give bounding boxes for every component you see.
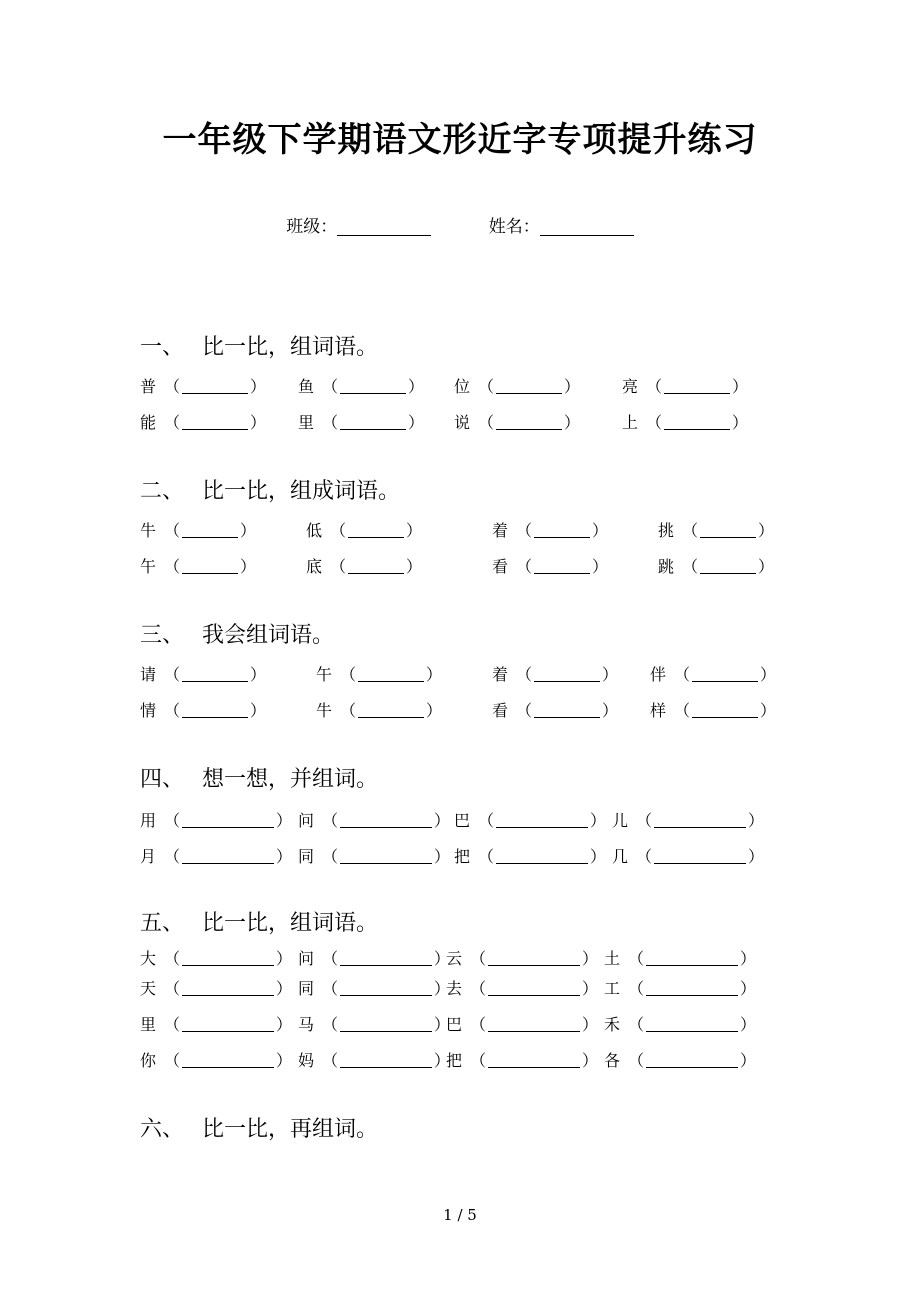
answer-blank[interactable] <box>496 415 562 430</box>
open-paren: （ <box>164 413 181 432</box>
character: 几 <box>612 847 629 866</box>
answer-blank[interactable] <box>340 813 432 828</box>
character: 请 <box>140 665 157 684</box>
answer-blank[interactable] <box>488 1053 580 1068</box>
close-paren: ） <box>250 413 267 432</box>
answer-blank[interactable] <box>182 1053 274 1068</box>
section-instruction: 比一比，组词语。 <box>202 911 379 936</box>
answer-blank[interactable] <box>664 379 730 394</box>
word-item <box>454 844 606 867</box>
word-item <box>298 808 450 831</box>
answer-blank[interactable] <box>348 559 404 574</box>
section-instruction: 想一想，并组词。 <box>202 767 379 792</box>
open-paren: （ <box>322 811 339 830</box>
answer-blank[interactable] <box>182 415 248 430</box>
close-paren: ） <box>434 949 451 968</box>
answer-blank[interactable] <box>182 703 248 718</box>
section-heading <box>140 762 378 793</box>
character: 能 <box>140 413 157 432</box>
close-paren: ） <box>426 701 443 720</box>
open-paren: （ <box>322 1051 339 1070</box>
answer-blank[interactable] <box>340 981 432 996</box>
open-paren: （ <box>674 701 691 720</box>
character: 你 <box>140 1051 157 1070</box>
character: 看 <box>492 701 509 720</box>
section-heading <box>140 618 334 649</box>
open-paren: （ <box>628 979 645 998</box>
word-item <box>604 976 756 999</box>
character: 儿 <box>612 811 629 830</box>
page-title: 一年级下学期语文形近字专项提升练习 <box>162 120 758 160</box>
word-item <box>604 946 756 969</box>
open-paren: （ <box>164 1051 181 1070</box>
answer-blank[interactable] <box>646 951 738 966</box>
open-paren: （ <box>478 377 495 396</box>
answer-blank[interactable] <box>182 849 274 864</box>
character: 挑 <box>658 521 675 540</box>
character: 低 <box>306 521 323 540</box>
close-paren: ） <box>582 1015 599 1034</box>
character: 大 <box>140 949 157 968</box>
section-instruction: 我会组词语。 <box>202 623 335 648</box>
character: 着 <box>492 521 509 540</box>
open-paren: （ <box>322 413 339 432</box>
character: 妈 <box>298 1051 315 1070</box>
close-paren: ） <box>276 847 293 866</box>
answer-blank[interactable] <box>646 1053 738 1068</box>
word-item <box>298 1048 450 1071</box>
answer-blank[interactable] <box>496 813 588 828</box>
character: 去 <box>446 979 463 998</box>
section-number: 一、 <box>140 335 185 360</box>
close-paren: ） <box>592 521 609 540</box>
answer-blank[interactable] <box>646 1017 738 1032</box>
open-paren: （ <box>646 413 663 432</box>
close-paren: ） <box>250 665 267 684</box>
close-paren: ） <box>240 557 257 576</box>
open-paren: （ <box>164 949 181 968</box>
open-paren: （ <box>322 377 339 396</box>
answer-blank[interactable] <box>340 415 406 430</box>
character: 月 <box>140 847 157 866</box>
page-number: 1 / 5 <box>443 1206 477 1224</box>
answer-blank[interactable] <box>182 523 238 538</box>
close-paren: ） <box>582 1051 599 1070</box>
word-item <box>650 662 776 685</box>
open-paren: （ <box>164 1015 181 1034</box>
section-instruction: 比一比，组词语。 <box>202 335 379 360</box>
answer-blank[interactable] <box>348 523 404 538</box>
character: 底 <box>306 557 323 576</box>
word-item <box>446 1048 598 1071</box>
close-paren: ） <box>582 979 599 998</box>
word-item <box>140 1048 292 1071</box>
character: 同 <box>298 979 315 998</box>
answer-blank[interactable] <box>340 849 432 864</box>
answer-blank[interactable] <box>182 1017 274 1032</box>
close-paren: ） <box>748 811 765 830</box>
character: 情 <box>140 701 157 720</box>
character: 各 <box>604 1051 621 1070</box>
student-info <box>0 212 920 237</box>
close-paren: ） <box>602 701 619 720</box>
section-heading <box>140 330 378 361</box>
answer-blank[interactable] <box>654 813 746 828</box>
open-paren: （ <box>340 701 357 720</box>
word-item <box>140 374 266 397</box>
open-paren: （ <box>646 377 663 396</box>
open-paren: （ <box>470 1051 487 1070</box>
character: 亮 <box>622 377 639 396</box>
section-instruction: 比一比，组成词语。 <box>202 479 401 504</box>
word-item <box>306 554 422 577</box>
close-paren: ） <box>590 847 607 866</box>
open-paren: （ <box>322 949 339 968</box>
answer-blank[interactable] <box>358 703 424 718</box>
word-item <box>140 518 256 541</box>
close-paren: ） <box>408 377 425 396</box>
word-item <box>622 374 748 397</box>
answer-blank[interactable] <box>646 981 738 996</box>
close-paren: ） <box>276 949 293 968</box>
section-number: 五、 <box>140 911 185 936</box>
answer-blank[interactable] <box>358 667 424 682</box>
close-paren: ） <box>434 979 451 998</box>
answer-blank[interactable] <box>182 559 238 574</box>
close-paren: ） <box>590 811 607 830</box>
open-paren: （ <box>682 521 699 540</box>
open-paren: （ <box>164 701 181 720</box>
word-item <box>492 518 608 541</box>
word-item <box>612 808 764 831</box>
open-paren: （ <box>478 847 495 866</box>
open-paren: （ <box>164 811 181 830</box>
word-item <box>454 808 606 831</box>
character: 牛 <box>140 521 157 540</box>
word-item <box>454 374 580 397</box>
answer-blank[interactable] <box>340 1017 432 1032</box>
open-paren: （ <box>682 557 699 576</box>
answer-blank[interactable] <box>496 379 562 394</box>
word-item <box>140 554 256 577</box>
answer-blank[interactable] <box>692 703 758 718</box>
close-paren: ） <box>434 1015 451 1034</box>
character: 鱼 <box>298 377 315 396</box>
name-field[interactable] <box>489 212 634 237</box>
open-paren: （ <box>478 811 495 830</box>
answer-blank[interactable] <box>340 951 432 966</box>
close-paren: ） <box>760 701 777 720</box>
word-item <box>298 976 450 999</box>
name-blank[interactable] <box>540 234 634 236</box>
open-paren: （ <box>516 557 533 576</box>
word-item <box>612 844 764 867</box>
close-paren: ） <box>406 557 423 576</box>
word-item <box>492 662 618 685</box>
character: 里 <box>140 1015 157 1034</box>
character: 问 <box>298 949 315 968</box>
word-item <box>140 844 292 867</box>
character: 普 <box>140 377 157 396</box>
open-paren: （ <box>164 521 181 540</box>
word-item <box>298 946 450 969</box>
answer-blank[interactable] <box>700 523 756 538</box>
open-paren: （ <box>470 949 487 968</box>
class-blank[interactable] <box>337 234 431 236</box>
answer-blank[interactable] <box>182 813 274 828</box>
close-paren: ） <box>740 949 757 968</box>
character: 禾 <box>604 1015 621 1034</box>
answer-blank[interactable] <box>182 951 274 966</box>
open-paren: （ <box>164 377 181 396</box>
answer-blank[interactable] <box>488 981 580 996</box>
open-paren: （ <box>322 1015 339 1034</box>
close-paren: ） <box>760 665 777 684</box>
word-item <box>446 976 598 999</box>
word-item <box>140 808 292 831</box>
word-item <box>316 662 442 685</box>
word-item <box>140 946 292 969</box>
close-paren: ） <box>276 979 293 998</box>
character: 样 <box>650 701 667 720</box>
answer-blank[interactable] <box>182 981 274 996</box>
character: 里 <box>298 413 315 432</box>
character: 马 <box>298 1015 315 1034</box>
close-paren: ） <box>740 979 757 998</box>
open-paren: （ <box>164 665 181 684</box>
close-paren: ） <box>250 701 267 720</box>
answer-blank[interactable] <box>340 1053 432 1068</box>
open-paren: （ <box>330 521 347 540</box>
class-label: 班级： <box>286 217 338 237</box>
close-paren: ） <box>276 1015 293 1034</box>
open-paren: （ <box>636 847 653 866</box>
word-item <box>140 1012 292 1035</box>
close-paren: ） <box>240 521 257 540</box>
answer-blank[interactable] <box>488 1017 580 1032</box>
answer-blank[interactable] <box>488 951 580 966</box>
word-item <box>650 698 776 721</box>
character: 跳 <box>658 557 675 576</box>
open-paren: （ <box>516 521 533 540</box>
answer-blank[interactable] <box>182 667 248 682</box>
word-item <box>446 946 598 969</box>
word-item <box>446 1012 598 1035</box>
open-paren: （ <box>322 847 339 866</box>
word-item <box>658 518 774 541</box>
open-paren: （ <box>322 979 339 998</box>
open-paren: （ <box>628 1015 645 1034</box>
character: 上 <box>622 413 639 432</box>
close-paren: ） <box>602 665 619 684</box>
answer-blank[interactable] <box>664 415 730 430</box>
close-paren: ） <box>276 1051 293 1070</box>
character: 把 <box>454 847 471 866</box>
close-paren: ） <box>408 413 425 432</box>
close-paren: ） <box>564 377 581 396</box>
open-paren: （ <box>516 701 533 720</box>
open-paren: （ <box>636 811 653 830</box>
character: 位 <box>454 377 471 396</box>
close-paren: ） <box>406 521 423 540</box>
section-heading <box>140 906 378 937</box>
close-paren: ） <box>740 1051 757 1070</box>
character: 巴 <box>454 811 471 830</box>
close-paren: ） <box>740 1015 757 1034</box>
word-item <box>604 1048 756 1071</box>
word-item <box>622 410 748 433</box>
close-paren: ） <box>426 665 443 684</box>
close-paren: ） <box>434 811 451 830</box>
open-paren: （ <box>674 665 691 684</box>
open-paren: （ <box>164 979 181 998</box>
answer-blank[interactable] <box>340 379 406 394</box>
name-label: 姓名： <box>488 217 540 237</box>
word-item <box>492 554 608 577</box>
close-paren: ） <box>592 557 609 576</box>
close-paren: ） <box>732 413 749 432</box>
open-paren: （ <box>164 557 181 576</box>
word-item <box>298 844 450 867</box>
character: 问 <box>298 811 315 830</box>
word-item <box>140 662 266 685</box>
character: 土 <box>604 949 621 968</box>
close-paren: ） <box>564 413 581 432</box>
close-paren: ） <box>758 521 775 540</box>
word-item <box>604 1012 756 1035</box>
open-paren: （ <box>470 979 487 998</box>
answer-blank[interactable] <box>534 667 600 682</box>
character: 用 <box>140 811 157 830</box>
word-item <box>298 410 424 433</box>
word-item <box>306 518 422 541</box>
character: 把 <box>446 1051 463 1070</box>
word-item <box>140 976 292 999</box>
close-paren: ） <box>582 949 599 968</box>
section-heading <box>140 474 400 505</box>
close-paren: ） <box>250 377 267 396</box>
section-number: 四、 <box>140 767 185 792</box>
character: 同 <box>298 847 315 866</box>
open-paren: （ <box>478 413 495 432</box>
word-item <box>140 410 266 433</box>
section-number: 二、 <box>140 479 185 504</box>
section-number: 六、 <box>140 1117 185 1142</box>
character: 午 <box>140 557 157 576</box>
answer-blank[interactable] <box>496 849 588 864</box>
word-item <box>454 410 580 433</box>
open-paren: （ <box>330 557 347 576</box>
class-field[interactable] <box>286 212 431 237</box>
word-item <box>316 698 442 721</box>
open-paren: （ <box>628 949 645 968</box>
character: 着 <box>492 665 509 684</box>
character: 工 <box>604 979 621 998</box>
character: 天 <box>140 979 157 998</box>
answer-blank[interactable] <box>534 523 590 538</box>
answer-blank[interactable] <box>534 703 600 718</box>
close-paren: ） <box>732 377 749 396</box>
close-paren: ） <box>276 811 293 830</box>
open-paren: （ <box>628 1051 645 1070</box>
section-heading <box>140 1112 378 1143</box>
close-paren: ） <box>434 847 451 866</box>
word-item <box>298 1012 450 1035</box>
character: 云 <box>446 949 463 968</box>
open-paren: （ <box>164 847 181 866</box>
character: 伴 <box>650 665 667 684</box>
character: 午 <box>316 665 333 684</box>
answer-blank[interactable] <box>182 379 248 394</box>
close-paren: ） <box>748 847 765 866</box>
section-instruction: 比一比，再组词。 <box>202 1117 379 1142</box>
answer-blank[interactable] <box>700 559 756 574</box>
character: 说 <box>454 413 471 432</box>
word-item <box>298 374 424 397</box>
character: 牛 <box>316 701 333 720</box>
answer-blank[interactable] <box>534 559 590 574</box>
word-item <box>140 698 266 721</box>
answer-blank[interactable] <box>654 849 746 864</box>
character: 看 <box>492 557 509 576</box>
section-number: 三、 <box>140 623 185 648</box>
word-item <box>658 554 774 577</box>
close-paren: ） <box>434 1051 451 1070</box>
open-paren: （ <box>340 665 357 684</box>
word-item <box>492 698 618 721</box>
character: 巴 <box>446 1015 463 1034</box>
open-paren: （ <box>516 665 533 684</box>
open-paren: （ <box>470 1015 487 1034</box>
answer-blank[interactable] <box>692 667 758 682</box>
close-paren: ） <box>758 557 775 576</box>
